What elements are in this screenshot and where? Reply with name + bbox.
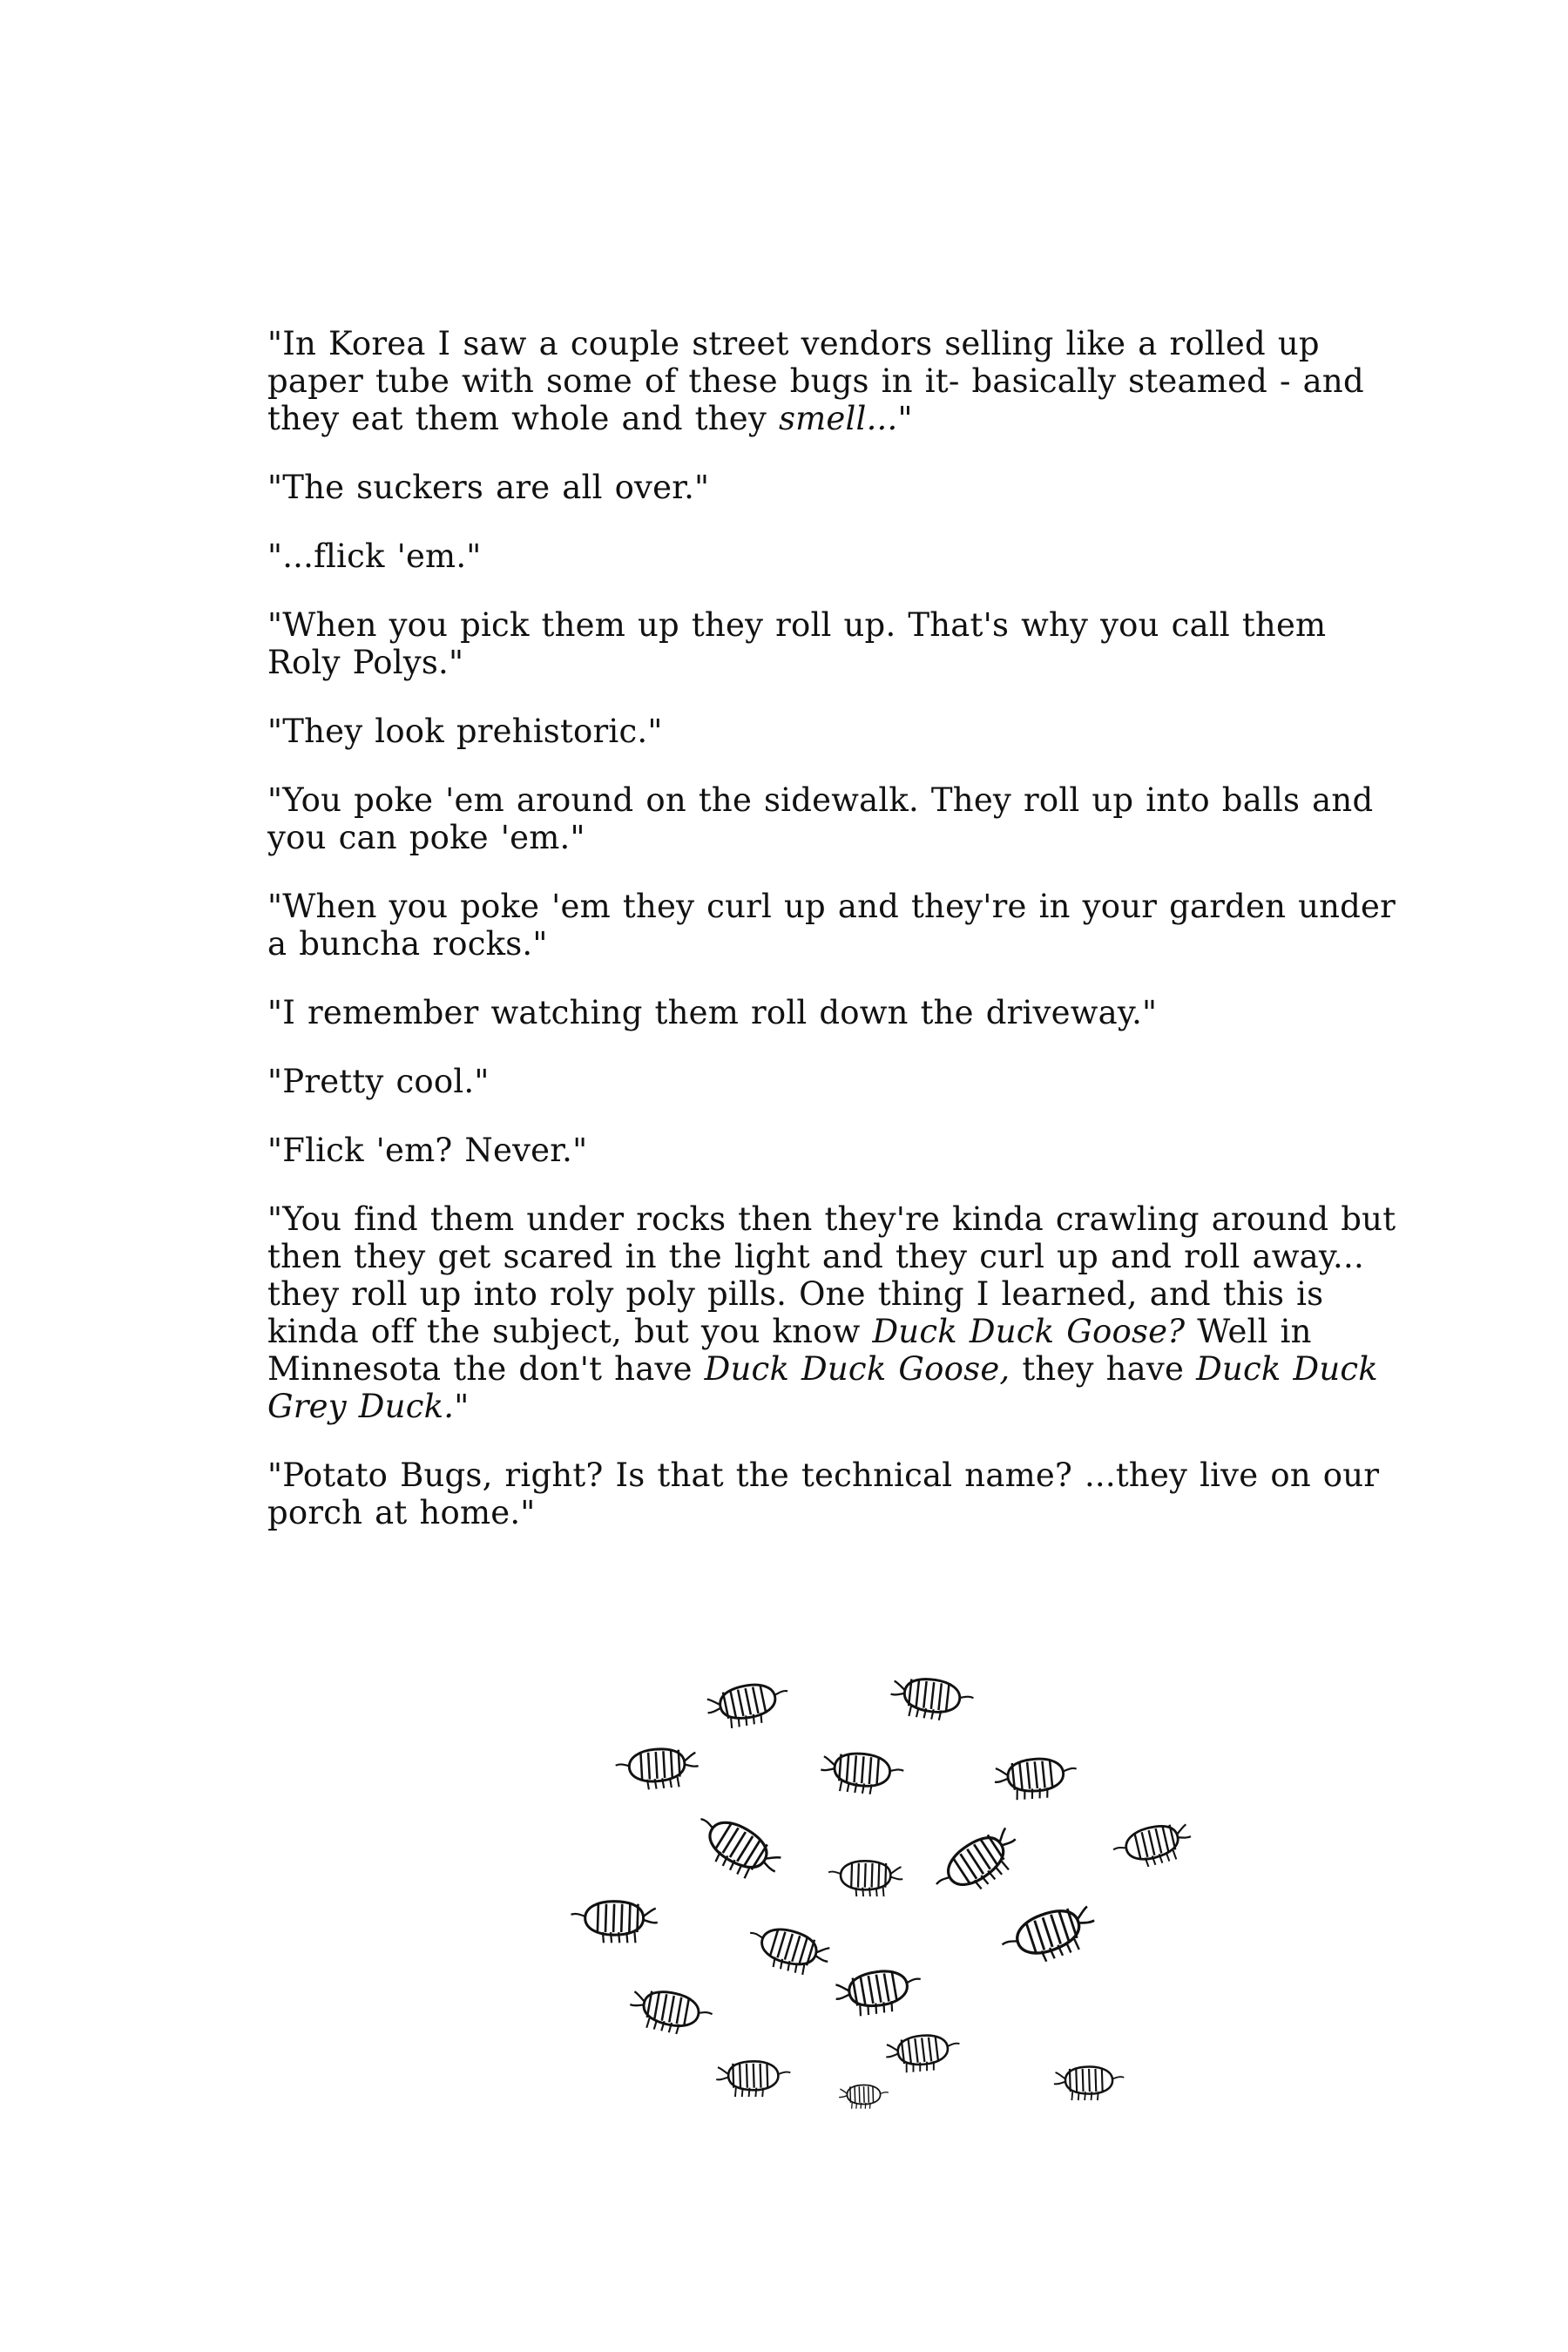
roly-poly-bug-icon xyxy=(555,1898,656,1950)
quote-paragraph xyxy=(267,1132,1400,1169)
quote-text: "You find them under rocks then they're kinda crawling around but then they get scared in the light and they curl up and roll away... they roll up into roly poly pills. One thing I learned, and this is kinda off the subject, but you know xyxy=(267,1200,1396,1350)
italic-text: Duck Duck Grey Duck." xyxy=(267,1350,1378,1425)
italic-text: smell... xyxy=(778,400,898,437)
roly-poly-bug-icon xyxy=(599,1742,699,1799)
quote-text: "I remember watching them roll down the driveway." xyxy=(267,994,1158,1031)
quote-paragraph xyxy=(267,781,1400,856)
quote-text: " xyxy=(897,400,913,437)
quote-text: "They look prehistoric." xyxy=(267,713,663,750)
roly-poly-bug-icon xyxy=(702,1673,805,1738)
quote-text: "In Korea I saw a couple street vendors selling like a rolled up paper tube with some of these bugs in it- basically steamed - and they eat them whole and they xyxy=(267,325,1364,437)
quote-paragraph xyxy=(267,1063,1400,1100)
quote-paragraph xyxy=(267,1456,1400,1531)
roly-poly-bug-icon xyxy=(1052,2064,1134,2105)
roly-poly-bug-icon xyxy=(980,1896,1103,1986)
roly-poly-bug-icon xyxy=(838,2083,896,2112)
quote-text: Well in Minnesota the don't have xyxy=(267,1313,1312,1388)
italic-text: Duck Duck Goose, xyxy=(704,1350,1010,1388)
quote-text: "When you poke 'em they curl up and they're in your garden under a buncha rocks." xyxy=(267,888,1396,963)
roly-poly-bug-icon xyxy=(815,1858,902,1902)
quote-paragraph xyxy=(267,469,1400,506)
roly-poly-bug-icon xyxy=(886,1671,988,1733)
roly-poly-bug-icon xyxy=(816,1746,916,1804)
roly-poly-bug-icon xyxy=(623,1981,727,2049)
italic-text: Duck Duck Goose? xyxy=(872,1313,1186,1350)
roly-poly-bug-icon xyxy=(831,1961,938,2025)
roly-poly-illustration xyxy=(558,1681,1220,2099)
roly-poly-bug-icon xyxy=(715,2058,801,2102)
roly-poly-bug-icon xyxy=(882,2029,972,2080)
quote-paragraph xyxy=(267,994,1400,1031)
quote-paragraph xyxy=(267,606,1400,681)
quote-text: they have xyxy=(1010,1350,1197,1388)
quote-text: "...flick 'em." xyxy=(267,537,482,575)
quote-text: "Potato Bugs, right? Is that the technical name? ...they live on our porch at home." xyxy=(267,1456,1380,1531)
quote-text: "The suckers are all over." xyxy=(267,469,710,506)
roly-poly-bug-icon xyxy=(668,1795,787,1895)
roly-poly-bug-icon xyxy=(991,1752,1091,1808)
quote-text: "You poke 'em around on the sidewalk. They roll up into balls and you can poke 'em." xyxy=(267,781,1374,856)
quote-text: "Pretty cool." xyxy=(267,1063,490,1100)
quote-paragraph xyxy=(267,888,1400,963)
quotes-column xyxy=(267,325,1400,1531)
roly-poly-bug-icon xyxy=(913,1819,1030,1923)
quote-paragraph xyxy=(267,325,1400,437)
quote-paragraph xyxy=(267,537,1400,575)
quote-paragraph xyxy=(267,1200,1400,1425)
roly-poly-bug-icon xyxy=(727,1914,833,1986)
quote-text: "When you pick them up they roll up. That's why you call them Roly Polys." xyxy=(267,606,1327,681)
quote-paragraph xyxy=(267,713,1400,750)
roly-poly-bug-icon xyxy=(1096,1815,1196,1883)
quote-text: "Flick 'em? Never." xyxy=(267,1132,588,1169)
